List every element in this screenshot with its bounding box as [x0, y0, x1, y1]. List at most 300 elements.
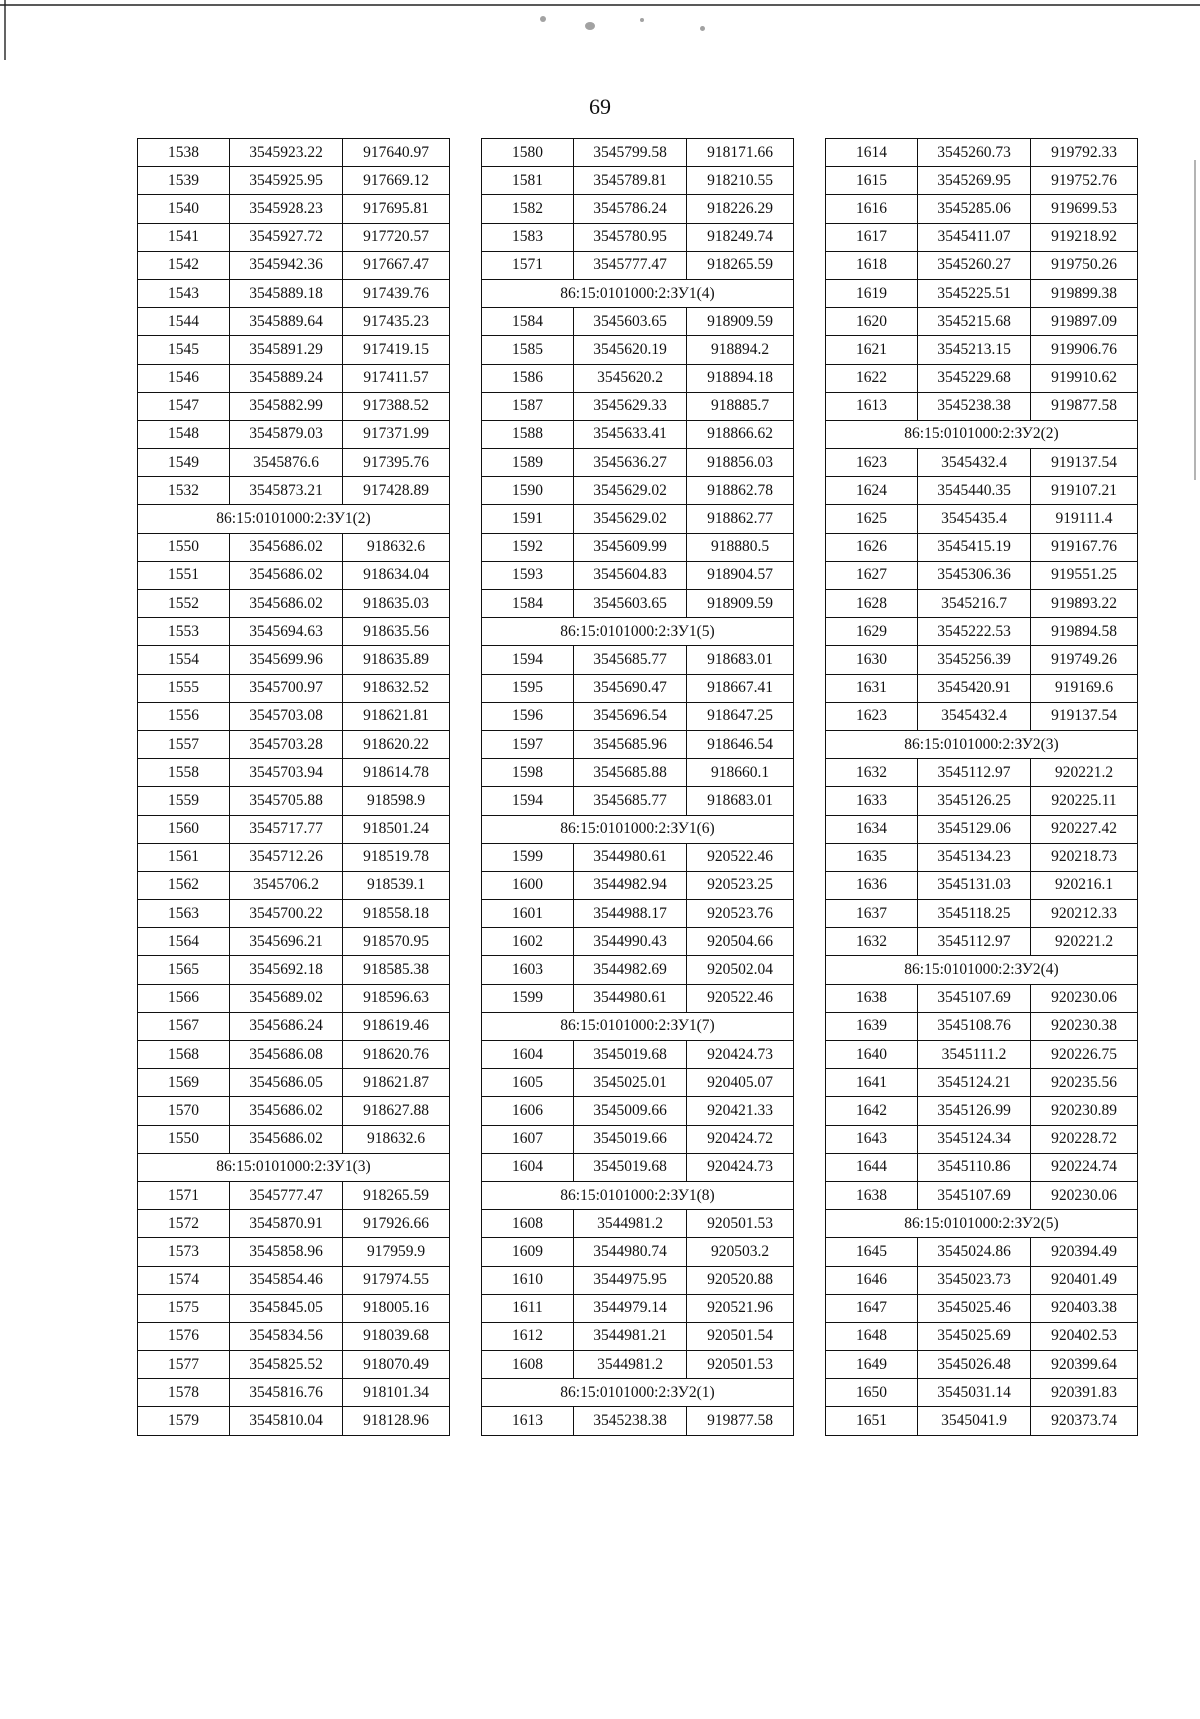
table-row	[138, 477, 450, 505]
x-coordinate: 3545285.06	[918, 195, 1031, 223]
y-coordinate: 919750.26	[1031, 251, 1138, 279]
table-row	[482, 759, 794, 787]
y-coordinate: 917371.99	[343, 420, 450, 448]
point-number: 1604	[482, 1153, 574, 1181]
point-number: 1556	[138, 702, 230, 730]
point-number: 1585	[482, 336, 574, 364]
x-coordinate: 3545216.7	[918, 590, 1031, 618]
y-coordinate: 917640.97	[343, 139, 450, 167]
x-coordinate: 3545111.2	[918, 1041, 1031, 1069]
scan-edge-left	[4, 0, 6, 60]
y-coordinate: 917435.23	[343, 308, 450, 336]
x-coordinate: 3545620.19	[574, 336, 687, 364]
table-row	[826, 646, 1138, 674]
point-number: 1551	[138, 561, 230, 589]
y-coordinate: 918619.46	[343, 1012, 450, 1040]
point-number: 1538	[138, 139, 230, 167]
y-coordinate: 918627.88	[343, 1097, 450, 1125]
point-number: 1626	[826, 533, 918, 561]
table-row	[826, 871, 1138, 899]
point-number: 1614	[826, 139, 918, 167]
x-coordinate: 3545603.65	[574, 308, 687, 336]
x-coordinate: 3545126.99	[918, 1097, 1031, 1125]
x-coordinate: 3545879.03	[230, 420, 343, 448]
table-row	[826, 1181, 1138, 1209]
parcel-cadastral-number: 86:15:0101000:2:ЗУ1(2)	[138, 505, 450, 533]
point-number: 1570	[138, 1097, 230, 1125]
x-coordinate: 3545041.9	[918, 1407, 1031, 1435]
point-number: 1613	[482, 1407, 574, 1435]
table-row	[138, 702, 450, 730]
table-row	[138, 1322, 450, 1350]
point-number: 1601	[482, 900, 574, 928]
table-row	[138, 251, 450, 279]
point-number: 1636	[826, 871, 918, 899]
table-row	[826, 843, 1138, 871]
table-row	[482, 1097, 794, 1125]
y-coordinate: 920424.73	[687, 1041, 794, 1069]
coordinates-table-middle	[481, 138, 794, 1436]
table-row	[482, 533, 794, 561]
x-coordinate: 3545629.02	[574, 477, 687, 505]
table-row	[482, 702, 794, 730]
table-row	[826, 815, 1138, 843]
point-number: 1618	[826, 251, 918, 279]
section-header-row	[482, 1012, 794, 1040]
table-row	[138, 900, 450, 928]
y-coordinate: 920502.04	[687, 956, 794, 984]
x-coordinate: 3545799.58	[574, 139, 687, 167]
x-coordinate: 3545686.02	[230, 561, 343, 589]
point-number: 1619	[826, 279, 918, 307]
x-coordinate: 3545889.18	[230, 279, 343, 307]
y-coordinate: 918558.18	[343, 900, 450, 928]
point-number: 1621	[826, 336, 918, 364]
table-row	[826, 336, 1138, 364]
table-row	[138, 139, 450, 167]
point-number: 1575	[138, 1294, 230, 1322]
point-number: 1562	[138, 871, 230, 899]
table-row	[482, 195, 794, 223]
table-row	[826, 1407, 1138, 1435]
x-coordinate: 3545306.36	[918, 561, 1031, 589]
x-coordinate: 3545415.19	[918, 533, 1031, 561]
table-row	[138, 449, 450, 477]
table-row	[826, 674, 1138, 702]
table-row	[826, 364, 1138, 392]
x-coordinate: 3545108.76	[918, 1012, 1031, 1040]
scan-speck	[640, 18, 644, 22]
y-coordinate: 918585.38	[343, 956, 450, 984]
point-number: 1582	[482, 195, 574, 223]
y-coordinate: 919551.25	[1031, 561, 1138, 589]
table-row	[482, 1407, 794, 1435]
x-coordinate: 3545019.66	[574, 1125, 687, 1153]
point-number: 1608	[482, 1351, 574, 1379]
scan-speck	[700, 26, 705, 31]
scan-edge-top	[0, 4, 1200, 6]
point-number: 1623	[826, 702, 918, 730]
x-coordinate: 3545225.51	[918, 279, 1031, 307]
table-row	[482, 1125, 794, 1153]
point-number: 1563	[138, 900, 230, 928]
point-number: 1609	[482, 1238, 574, 1266]
point-number: 1610	[482, 1266, 574, 1294]
x-coordinate: 3545215.68	[918, 308, 1031, 336]
y-coordinate: 920523.76	[687, 900, 794, 928]
y-coordinate: 918866.62	[687, 420, 794, 448]
x-coordinate: 3545633.41	[574, 420, 687, 448]
y-coordinate: 917411.57	[343, 364, 450, 392]
x-coordinate: 3545107.69	[918, 1181, 1031, 1209]
table-row	[138, 364, 450, 392]
y-coordinate: 919752.76	[1031, 167, 1138, 195]
x-coordinate: 3545629.02	[574, 505, 687, 533]
x-coordinate: 3545690.47	[574, 674, 687, 702]
point-number: 1584	[482, 590, 574, 618]
table-row	[482, 1153, 794, 1181]
table-row	[826, 392, 1138, 420]
point-number: 1651	[826, 1407, 918, 1435]
y-coordinate: 920503.2	[687, 1238, 794, 1266]
point-number: 1607	[482, 1125, 574, 1153]
x-coordinate: 3545810.04	[230, 1407, 343, 1435]
x-coordinate: 3545889.64	[230, 308, 343, 336]
y-coordinate: 919699.53	[1031, 195, 1138, 223]
table-row	[138, 1181, 450, 1209]
x-coordinate: 3545689.02	[230, 984, 343, 1012]
y-coordinate: 918632.6	[343, 533, 450, 561]
x-coordinate: 3545686.08	[230, 1041, 343, 1069]
x-coordinate: 3545432.4	[918, 702, 1031, 730]
y-coordinate: 920421.33	[687, 1097, 794, 1125]
x-coordinate: 3545260.73	[918, 139, 1031, 167]
point-number: 1622	[826, 364, 918, 392]
x-coordinate: 3545009.66	[574, 1097, 687, 1125]
x-coordinate: 3544981.21	[574, 1322, 687, 1350]
y-coordinate: 920401.49	[1031, 1266, 1138, 1294]
table-row	[138, 843, 450, 871]
section-header-row	[482, 618, 794, 646]
y-coordinate: 920501.53	[687, 1351, 794, 1379]
x-coordinate: 3545786.24	[574, 195, 687, 223]
point-number: 1632	[826, 928, 918, 956]
table-row	[826, 1125, 1138, 1153]
table-row	[138, 730, 450, 758]
y-coordinate: 920216.1	[1031, 871, 1138, 899]
table-row	[138, 561, 450, 589]
parcel-cadastral-number: 86:15:0101000:2:ЗУ1(3)	[138, 1153, 450, 1181]
x-coordinate: 3545110.86	[918, 1153, 1031, 1181]
point-number: 1541	[138, 223, 230, 251]
table-row	[482, 505, 794, 533]
point-number: 1630	[826, 646, 918, 674]
x-coordinate: 3545854.46	[230, 1266, 343, 1294]
table-row	[138, 223, 450, 251]
table-row	[138, 167, 450, 195]
section-header-row	[482, 1181, 794, 1209]
y-coordinate: 920230.89	[1031, 1097, 1138, 1125]
point-number: 1602	[482, 928, 574, 956]
y-coordinate: 919218.92	[1031, 223, 1138, 251]
coordinates-table-left	[137, 138, 450, 1436]
y-coordinate: 918620.76	[343, 1041, 450, 1069]
point-number: 1642	[826, 1097, 918, 1125]
y-coordinate: 918894.18	[687, 364, 794, 392]
y-coordinate: 918909.59	[687, 590, 794, 618]
point-number: 1617	[826, 223, 918, 251]
y-coordinate: 918635.89	[343, 646, 450, 674]
y-coordinate: 919137.54	[1031, 449, 1138, 477]
y-coordinate: 919107.21	[1031, 477, 1138, 505]
x-coordinate: 3545260.27	[918, 251, 1031, 279]
coordinates-table-right	[825, 138, 1138, 1436]
x-coordinate: 3545777.47	[230, 1181, 343, 1209]
x-coordinate: 3545686.24	[230, 1012, 343, 1040]
point-number: 1545	[138, 336, 230, 364]
table-row	[138, 1266, 450, 1294]
x-coordinate: 3545603.65	[574, 590, 687, 618]
parcel-cadastral-number: 86:15:0101000:2:ЗУ1(4)	[482, 279, 794, 307]
table-row	[482, 1266, 794, 1294]
point-number: 1616	[826, 195, 918, 223]
y-coordinate: 920523.25	[687, 871, 794, 899]
y-coordinate: 917959.9	[343, 1238, 450, 1266]
y-coordinate: 920522.46	[687, 843, 794, 871]
point-number: 1620	[826, 308, 918, 336]
x-coordinate: 3545019.68	[574, 1153, 687, 1181]
point-number: 1574	[138, 1266, 230, 1294]
x-coordinate: 3545928.23	[230, 195, 343, 223]
parcel-cadastral-number: 86:15:0101000:2:ЗУ2(3)	[826, 730, 1138, 758]
point-number: 1635	[826, 843, 918, 871]
point-number: 1566	[138, 984, 230, 1012]
parcel-cadastral-number: 86:15:0101000:2:ЗУ2(2)	[826, 420, 1138, 448]
point-number: 1644	[826, 1153, 918, 1181]
point-number: 1591	[482, 505, 574, 533]
x-coordinate: 3545124.34	[918, 1125, 1031, 1153]
x-coordinate: 3545131.03	[918, 871, 1031, 899]
table-row	[482, 167, 794, 195]
point-number: 1552	[138, 590, 230, 618]
point-number: 1573	[138, 1238, 230, 1266]
x-coordinate: 3544980.61	[574, 843, 687, 871]
point-number: 1549	[138, 449, 230, 477]
table-row	[138, 279, 450, 307]
point-number: 1633	[826, 787, 918, 815]
section-header-row	[826, 1210, 1138, 1238]
scan-speck	[540, 16, 546, 22]
x-coordinate: 3545685.88	[574, 759, 687, 787]
y-coordinate: 919167.76	[1031, 533, 1138, 561]
table-row	[826, 900, 1138, 928]
x-coordinate: 3545705.88	[230, 787, 343, 815]
table-row	[482, 730, 794, 758]
x-coordinate: 3544981.2	[574, 1210, 687, 1238]
x-coordinate: 3545703.28	[230, 730, 343, 758]
point-number: 1532	[138, 477, 230, 505]
y-coordinate: 919893.22	[1031, 590, 1138, 618]
table-row	[138, 1069, 450, 1097]
y-coordinate: 917428.89	[343, 477, 450, 505]
table-row	[826, 787, 1138, 815]
x-coordinate: 3545025.69	[918, 1322, 1031, 1350]
point-number: 1605	[482, 1069, 574, 1097]
table-row	[826, 477, 1138, 505]
x-coordinate: 3545031.14	[918, 1379, 1031, 1407]
point-number: 1637	[826, 900, 918, 928]
table-row	[826, 984, 1138, 1012]
table-row	[482, 1238, 794, 1266]
y-coordinate: 920394.49	[1031, 1238, 1138, 1266]
table-row	[138, 618, 450, 646]
x-coordinate: 3545213.15	[918, 336, 1031, 364]
table-row	[826, 1294, 1138, 1322]
x-coordinate: 3545620.2	[574, 364, 687, 392]
x-coordinate: 3545685.77	[574, 787, 687, 815]
table-row	[482, 1210, 794, 1238]
table-row	[482, 449, 794, 477]
y-coordinate: 918904.57	[687, 561, 794, 589]
table-row	[826, 590, 1138, 618]
y-coordinate: 918647.25	[687, 702, 794, 730]
table-row	[482, 674, 794, 702]
x-coordinate: 3545112.97	[918, 759, 1031, 787]
y-coordinate: 917974.55	[343, 1266, 450, 1294]
table-row	[482, 308, 794, 336]
point-number: 1560	[138, 815, 230, 843]
point-number: 1649	[826, 1351, 918, 1379]
point-number: 1594	[482, 787, 574, 815]
scan-edge-right	[1194, 160, 1196, 480]
x-coordinate: 3545609.99	[574, 533, 687, 561]
y-coordinate: 920403.38	[1031, 1294, 1138, 1322]
x-coordinate: 3545112.97	[918, 928, 1031, 956]
y-coordinate: 918539.1	[343, 871, 450, 899]
point-number: 1579	[138, 1407, 230, 1435]
x-coordinate: 3545134.23	[918, 843, 1031, 871]
y-coordinate: 918635.56	[343, 618, 450, 646]
y-coordinate: 920391.83	[1031, 1379, 1138, 1407]
x-coordinate: 3544975.95	[574, 1266, 687, 1294]
x-coordinate: 3545927.72	[230, 223, 343, 251]
point-number: 1590	[482, 477, 574, 505]
table-row	[138, 928, 450, 956]
table-row	[826, 702, 1138, 730]
x-coordinate: 3545834.56	[230, 1322, 343, 1350]
y-coordinate: 920424.72	[687, 1125, 794, 1153]
table-row	[138, 1351, 450, 1379]
x-coordinate: 3545882.99	[230, 392, 343, 420]
y-coordinate: 920226.75	[1031, 1041, 1138, 1069]
point-number: 1627	[826, 561, 918, 589]
point-number: 1546	[138, 364, 230, 392]
y-coordinate: 920501.54	[687, 1322, 794, 1350]
y-coordinate: 920221.2	[1031, 759, 1138, 787]
table-row	[138, 787, 450, 815]
table-row	[826, 1012, 1138, 1040]
x-coordinate: 3545923.22	[230, 139, 343, 167]
x-coordinate: 3544982.69	[574, 956, 687, 984]
y-coordinate: 920504.66	[687, 928, 794, 956]
point-number: 1600	[482, 871, 574, 899]
table-row	[482, 251, 794, 279]
table-row	[826, 223, 1138, 251]
x-coordinate: 3545222.53	[918, 618, 1031, 646]
y-coordinate: 917695.81	[343, 195, 450, 223]
x-coordinate: 3545685.77	[574, 646, 687, 674]
point-number: 1645	[826, 1238, 918, 1266]
table-row	[482, 139, 794, 167]
y-coordinate: 918265.59	[687, 251, 794, 279]
table-row	[826, 505, 1138, 533]
y-coordinate: 918128.96	[343, 1407, 450, 1435]
point-number: 1599	[482, 984, 574, 1012]
table-row	[138, 336, 450, 364]
point-number: 1596	[482, 702, 574, 730]
table-row	[482, 928, 794, 956]
page-number: 69	[589, 94, 611, 119]
table-row	[482, 646, 794, 674]
point-number: 1544	[138, 308, 230, 336]
y-coordinate: 917669.12	[343, 167, 450, 195]
parcel-cadastral-number: 86:15:0101000:2:ЗУ2(5)	[826, 1210, 1138, 1238]
point-number: 1604	[482, 1041, 574, 1069]
section-header-row	[826, 420, 1138, 448]
x-coordinate: 3544990.43	[574, 928, 687, 956]
x-coordinate: 3545420.91	[918, 674, 1031, 702]
section-header-row	[826, 956, 1138, 984]
table-row	[826, 1379, 1138, 1407]
table-row	[138, 674, 450, 702]
table-row	[826, 561, 1138, 589]
point-number: 1542	[138, 251, 230, 279]
table-row	[138, 308, 450, 336]
x-coordinate: 3544988.17	[574, 900, 687, 928]
table-row	[138, 195, 450, 223]
table-row	[482, 843, 794, 871]
y-coordinate: 920402.53	[1031, 1322, 1138, 1350]
point-number: 1648	[826, 1322, 918, 1350]
x-coordinate: 3545023.73	[918, 1266, 1031, 1294]
x-coordinate: 3545699.96	[230, 646, 343, 674]
table-row	[138, 871, 450, 899]
y-coordinate: 918101.34	[343, 1379, 450, 1407]
x-coordinate: 3545129.06	[918, 815, 1031, 843]
x-coordinate: 3545870.91	[230, 1210, 343, 1238]
point-number: 1588	[482, 420, 574, 448]
table-row	[826, 618, 1138, 646]
table-row	[138, 1238, 450, 1266]
y-coordinate: 920230.06	[1031, 984, 1138, 1012]
point-number: 1640	[826, 1041, 918, 1069]
x-coordinate: 3545706.2	[230, 871, 343, 899]
point-number: 1647	[826, 1294, 918, 1322]
y-coordinate: 918596.63	[343, 984, 450, 1012]
point-number: 1611	[482, 1294, 574, 1322]
y-coordinate: 918621.81	[343, 702, 450, 730]
y-coordinate: 920235.56	[1031, 1069, 1138, 1097]
x-coordinate: 3545696.21	[230, 928, 343, 956]
point-number: 1615	[826, 167, 918, 195]
point-number: 1639	[826, 1012, 918, 1040]
y-coordinate: 920501.53	[687, 1210, 794, 1238]
y-coordinate: 920520.88	[687, 1266, 794, 1294]
point-number: 1592	[482, 533, 574, 561]
y-coordinate: 918171.66	[687, 139, 794, 167]
table-row	[826, 279, 1138, 307]
table-row	[138, 984, 450, 1012]
